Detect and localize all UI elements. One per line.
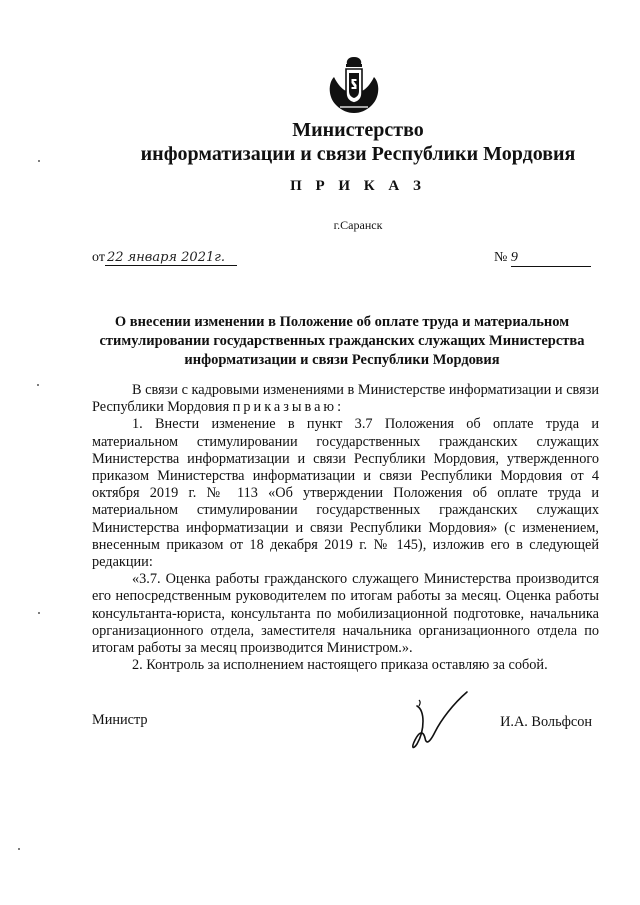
- signatory-title: Министр: [92, 712, 148, 728]
- handwritten-date: 22 января 2021г.: [105, 250, 237, 266]
- handwritten-number: 9: [511, 250, 591, 267]
- signatory-name: И.А. Вольфсон: [500, 714, 592, 730]
- handwritten-signature: [395, 686, 485, 766]
- order-keyword: приказываю: [232, 399, 338, 416]
- scan-speck: [37, 384, 39, 386]
- intro-colon: :: [337, 399, 342, 416]
- scan-speck: [18, 848, 20, 850]
- ministry-name-line1: Министерство: [292, 119, 424, 141]
- date-field: [92, 250, 237, 266]
- number-field: [494, 250, 591, 267]
- intro-paragraph: [92, 382, 599, 416]
- item-2-paragraph: 2. Контроль за исполнением настоящего приказа оставляю за собой.: [132, 657, 548, 674]
- coat-of-arms-emblem: [326, 55, 382, 115]
- city: г.Саранск: [333, 218, 383, 232]
- intro-text: В связи с кадровыми изменениями в Министерстве информатизации и связи Республики Мордовия: [92, 382, 599, 416]
- order-subject: О внесении изменении в Положение об оплате труда и материальном стимулировании государственных гражданских служащих Министерства информатизации и связи Республики Мордовия: [99, 314, 585, 368]
- ministry-name-line2: информатизации и связи Республики Мордовия: [140, 143, 576, 165]
- item-1-paragraph: 1. Внести изменение в пункт 3.7 Положения об оплате труда и материальном стимулировании государственных гражданских служащих Министерства информатизации и связи Республики Мордовия, утвержденного приказом Министерства информатизации и связи Республики Мордовия от 4 октября 2019 г. № 113 «Об утверждении Положения об оплате труда и материальном стимулировании государственных гражданских служащих Министерства информатизации и связи Республики Мордовия» (с изменением, внесенным приказом от 18 декабря 2019 г. № 145), изложив его в следующей редакции:: [92, 416, 599, 571]
- date-prefix: от: [92, 250, 105, 265]
- number-prefix: №: [494, 250, 508, 265]
- order-body: [92, 382, 599, 674]
- quoted-clause-paragraph: «3.7. Оценка работы гражданского служащего Министерства производится его непосредственным руководителем по итогам работы за месяц. Оценка работы консультанта-юриста, консультанта по мобилизационной подготовке, начальника организационного отдела, заместителя начальника организационного отдела по итогам работы за месяц производится Министром.».: [92, 571, 599, 657]
- document-type: П Р И К А З: [290, 178, 426, 194]
- scan-speck: [38, 160, 40, 162]
- scan-speck: [38, 612, 40, 614]
